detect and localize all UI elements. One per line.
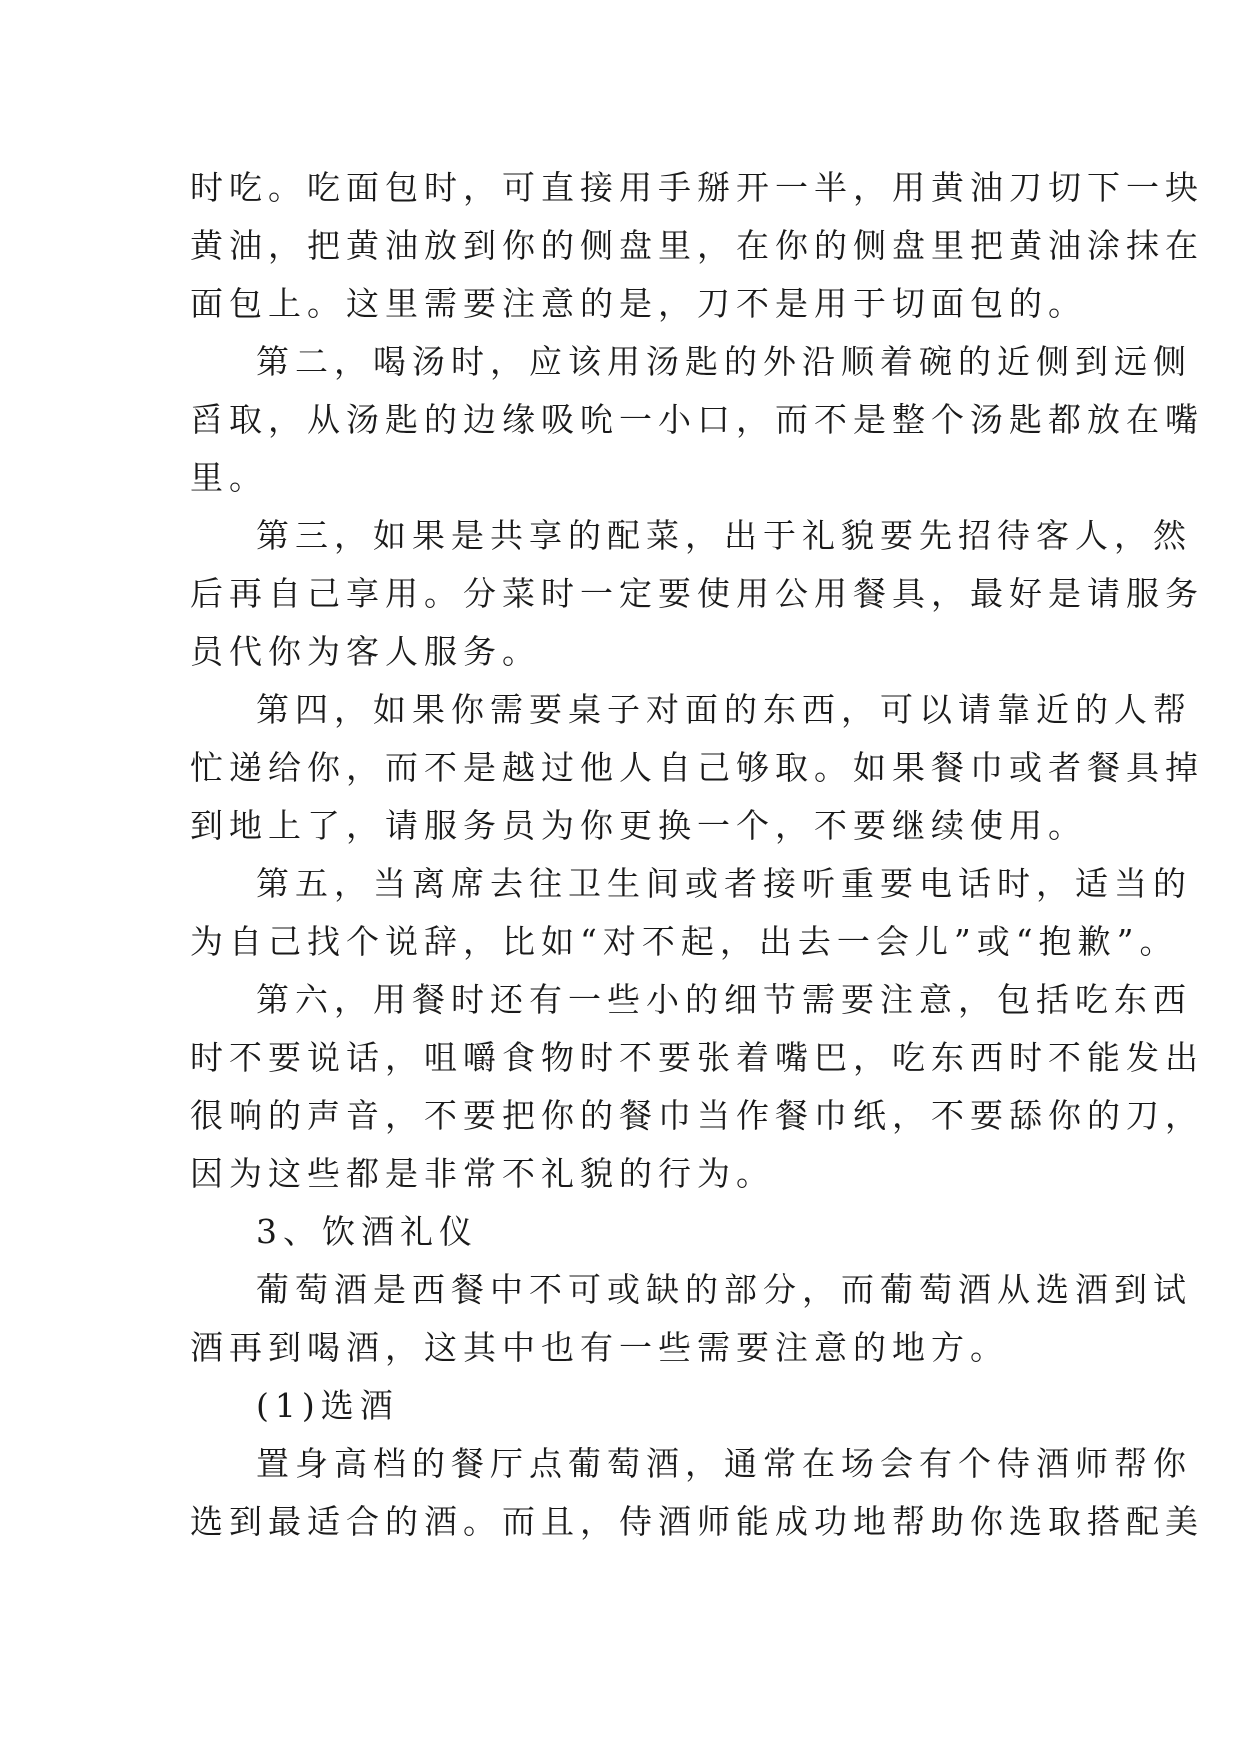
paragraph-start-line: 第五，当离席去往卫生间或者接听重要电话时，适当的 — [256, 864, 1192, 903]
text-line: 黄油，把黄油放到你的侧盘里，在你的侧盘里把黄油涂抹在 — [190, 226, 1204, 265]
paragraph-start-line: 置身高档的餐厅点葡萄酒，通常在场会有个侍酒师帮你 — [256, 1444, 1192, 1483]
subsection-heading: (1)选酒 — [256, 1386, 399, 1425]
text-line: 酒再到喝酒，这其中也有一些需要注意的地方。 — [190, 1328, 1009, 1367]
text-line: 时不要说话，咀嚼食物时不要张着嘴巴，吃东西时不能发出 — [190, 1038, 1204, 1077]
text-line: 面包上。这里需要注意的是，刀不是用于切面包的。 — [190, 284, 1087, 323]
text-line: 忙递给你，而不是越过他人自己够取。如果餐巾或者餐具掉 — [190, 748, 1204, 787]
text-line: 舀取，从汤匙的边缘吸吮一小口，而不是整个汤匙都放在嘴 — [190, 400, 1204, 439]
text-line: 为自己找个说辞，比如“对不起，出去一会儿”或“抱歉”。 — [190, 922, 1179, 961]
paragraph-start-line: 第四，如果你需要桌子对面的东西，可以请靠近的人帮 — [256, 690, 1192, 729]
text-line: 里。 — [190, 458, 268, 497]
text-line: 后再自己享用。分菜时一定要使用公用餐具，最好是请服务 — [190, 574, 1204, 613]
text-line: 因为这些都是非常不礼貌的行为。 — [190, 1154, 775, 1193]
text-line: 选到最适合的酒。而且，侍酒师能成功地帮助你选取搭配美 — [190, 1502, 1204, 1541]
section-heading: 3、饮酒礼仪 — [256, 1212, 478, 1251]
paragraph-start-line: 第六，用餐时还有一些小的细节需要注意，包括吃东西 — [256, 980, 1192, 1019]
text-line: 到地上了，请服务员为你更换一个，不要继续使用。 — [190, 806, 1087, 845]
text-line: 很响的声音，不要把你的餐巾当作餐巾纸，不要舔你的刀， — [190, 1096, 1204, 1135]
text-line: 员代你为客人服务。 — [190, 632, 541, 671]
text-line: 时吃。吃面包时，可直接用手掰开一半，用黄油刀切下一块 — [190, 168, 1204, 207]
paragraph-start-line: 第二，喝汤时，应该用汤匙的外沿顺着碗的近侧到远侧 — [256, 342, 1192, 381]
paragraph-start-line: 第三，如果是共享的配菜，出于礼貌要先招待客人，然 — [256, 516, 1192, 555]
paragraph-start-line: 葡萄酒是西餐中不可或缺的部分，而葡萄酒从选酒到试 — [256, 1270, 1192, 1309]
